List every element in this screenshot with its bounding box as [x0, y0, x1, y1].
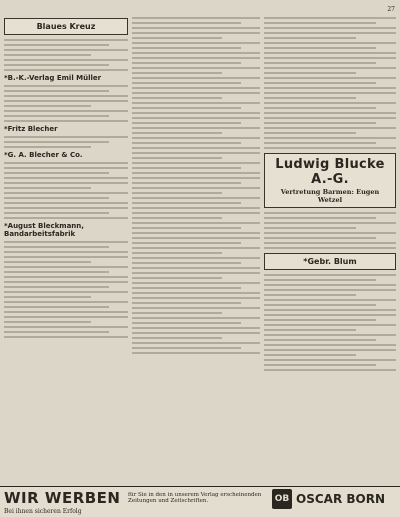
oscar-born: OSCAR BORN — [296, 492, 385, 506]
footer-left — [4, 489, 124, 515]
column-1 — [4, 14, 128, 485]
entry-blecher-co: *G. A. Blecher & Co. — [4, 151, 83, 159]
ad-blucke-title: Ludwig Blucke A.-G. — [275, 157, 385, 187]
ad-blucke-vertretung: Vertretung Barmen: Eugen Wetzel — [280, 188, 380, 204]
ob-logo-icon: OB — [272, 489, 292, 509]
ad-blum-title: *Gebr. Blum — [303, 257, 357, 266]
ad-gebr-blum — [264, 253, 396, 270]
column-3 — [264, 14, 396, 485]
column-2 — [132, 14, 260, 485]
footer-ad — [0, 486, 400, 517]
wir-werben: WIR WERBEN — [4, 489, 121, 507]
ad-blaues-kreuz — [4, 18, 128, 35]
entry-fritz-blecher: *Fritz Blecher — [4, 125, 58, 133]
entry-bleckmann: *August Bleckmann, Bandarbeitsfabrik — [4, 222, 84, 238]
footer-middle-text: für Sie in den in unserem Verlag erscheinenden Zeitungen und Zeitschriften. — [128, 492, 262, 504]
entry-verlag: *B.-K.-Verlag Emil Müller — [4, 74, 102, 82]
page-header — [255, 4, 395, 14]
wir-werben-sub: Bei ihnen sicheren Erfolg — [4, 508, 82, 515]
ad-ludwig-blucke — [264, 153, 396, 208]
footer-right — [272, 489, 396, 509]
ad-blaues-kreuz-title: Blaues Kreuz — [36, 22, 96, 31]
page-number: 27 — [387, 5, 395, 13]
